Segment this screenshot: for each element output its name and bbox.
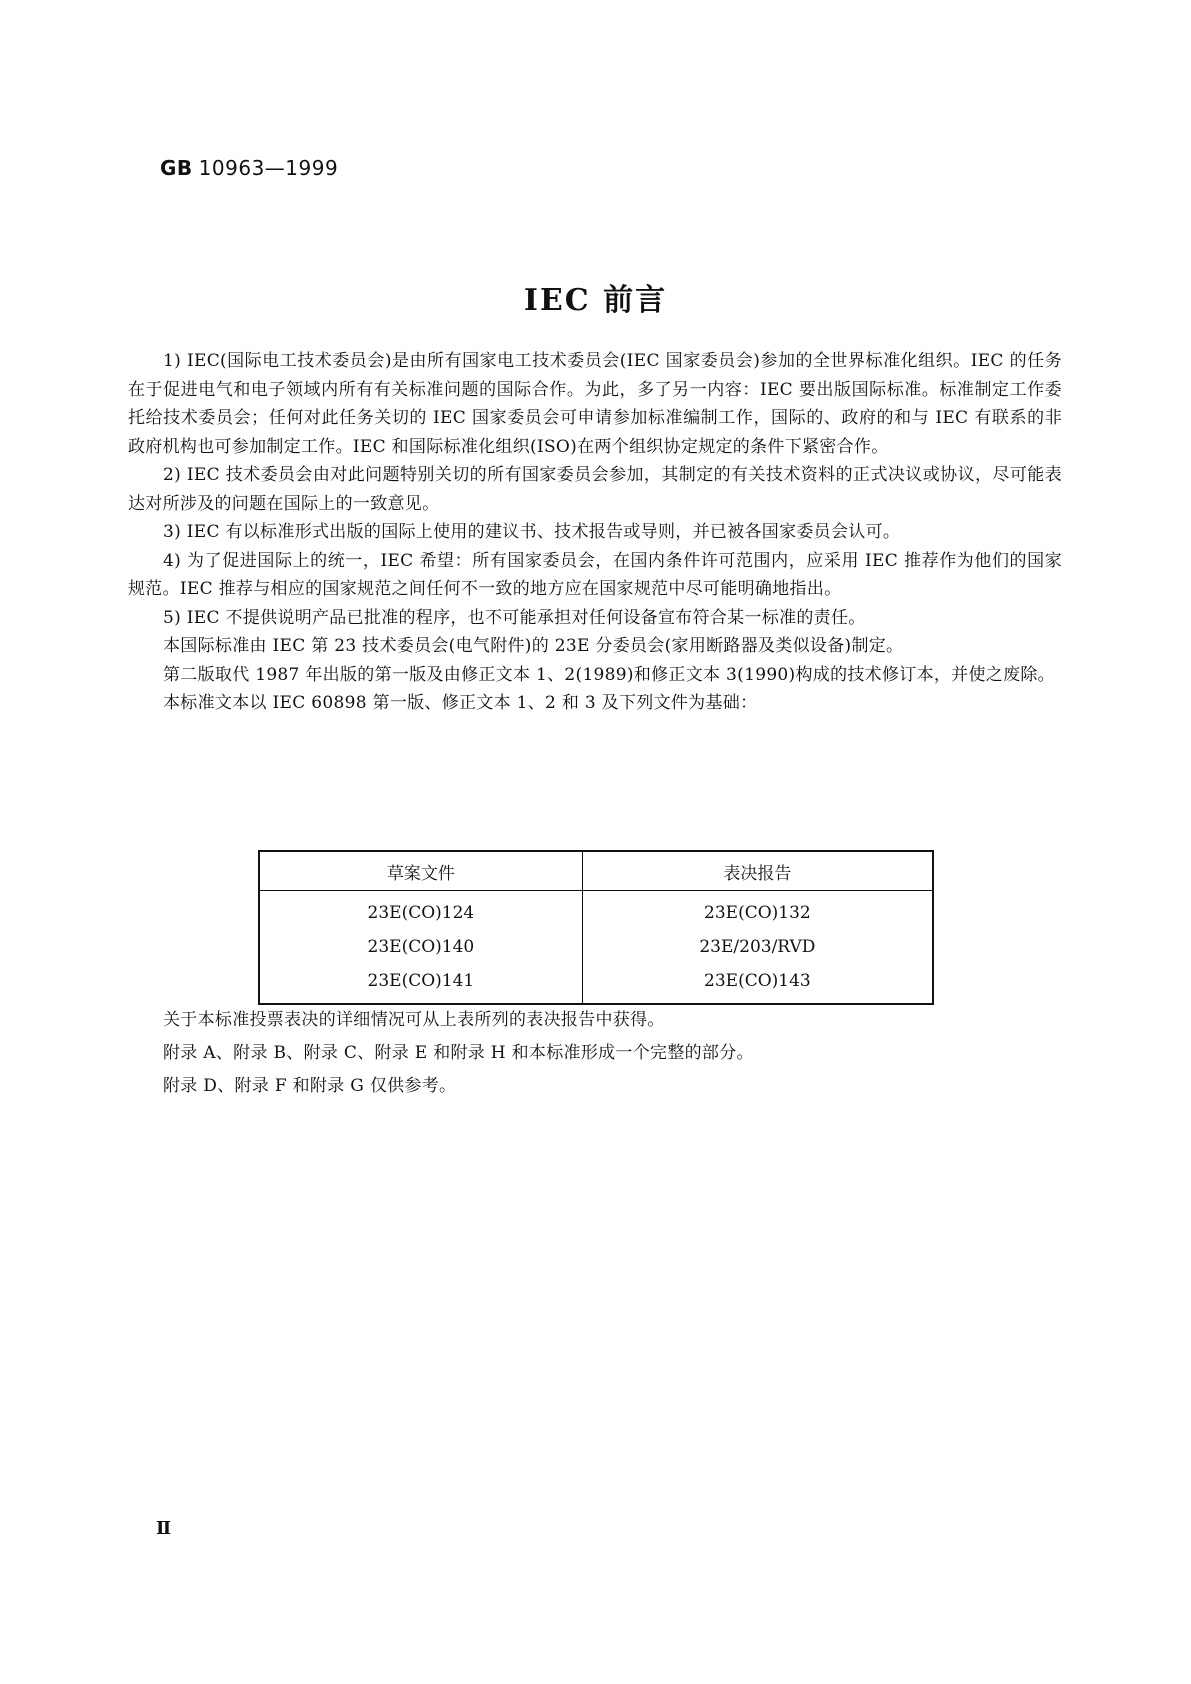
table-row [259,964,933,1004]
document-table [258,850,934,1005]
post-table-notes [128,1004,1062,1103]
paragraph-5: 5) IEC 不提供说明产品已批准的程序，也不可能承担对任何设备宣布符合某一标准的责任。 [163,607,866,628]
table-header-vote-report: 表决报告 [582,851,933,891]
page-number: Ⅱ [156,1518,172,1539]
table-cell: 23E(CO)143 [582,964,933,1004]
note-normative-annexes: 附录 A、附录 B、附录 C、附录 E 和附录 H 和本标准形成一个完整的部分。 [163,1043,754,1063]
note-voting: 关于本标准投票表决的详细情况可从上表所列的表决报告中获得。 [163,1010,665,1030]
note-informative-annexes: 附录 D、附录 F 和附录 G 仅供参考。 [163,1076,457,1096]
paragraph-6: 本国际标准由 IEC 第 23 技术委员会(电气附件)的 23E 分委员会(家用断路器及类似设备)制定。 [163,636,904,656]
table-row [259,891,933,931]
table-cell: 23E/203/RVD [582,930,933,964]
foreword-body [128,347,1062,718]
paragraph-1: 1) IEC(国际电工技术委员会)是由所有国家电工技术委员会(IEC 国家委员会)参加的全世界标准化组织。IEC 的任务在于促进电气和电子领域内所有有关标准问题的国际合作。为此，多了另一内容：IEC 要出版国际标准。标准制定工作委托给技术委员会；任何对此任务关切的 IEC 国家委员会可申请参加标准编制工作，国际的、政府的和与 IEC 有联系的非政府机构也可参加制定工作。IEC 和国际标准化组织(ISO)在两个组织协定规定的条件下紧密合作。 [128,351,1062,457]
standard-number: 10963—1999 [198,156,339,180]
paragraph-2: 2) IEC 技术委员会由对此问题特别关切的所有国家委员会参加，其制定的有关技术资料的正式决议或协议，尽可能表达对所涉及的问题在国际上的一致意见。 [128,465,1062,514]
table-row [259,930,933,964]
table-header-row [259,851,933,891]
page-title: IEC 前言 [523,283,668,318]
table-cell: 23E(CO)132 [582,891,933,931]
paragraph-3: 3) IEC 有以标准形式出版的国际上使用的建议书、技术报告或导则，并已被各国家委员会认可。 [163,522,901,542]
standard-prefix: GB [160,156,193,180]
standard-code-header [160,156,338,180]
paragraph-7: 第二版取代 1987 年出版的第一版及由修正文本 1、2(1989)和修正文本 3(1990)构成的技术修订本，并使之废除。 [163,664,1055,685]
table-cell: 23E(CO)140 [367,937,475,957]
table-header-draft: 草案文件 [259,851,582,891]
table-cell: 23E(CO)141 [367,971,475,991]
table-cell: 23E(CO)124 [367,903,475,923]
paragraph-4: 4) 为了促进国际上的统一，IEC 希望：所有国家委员会，在国内条件许可范围内，应采用 IEC 推荐作为他们的国家规范。IEC 推荐与相应的国家规范之间任何不一致的地方应在国家规范中尽可能明确地指出。 [128,550,1062,599]
paragraph-8: 本标准文本以 IEC 60898 第一版、修正文本 1、2 和 3 及下列文件为基础： [163,693,758,713]
